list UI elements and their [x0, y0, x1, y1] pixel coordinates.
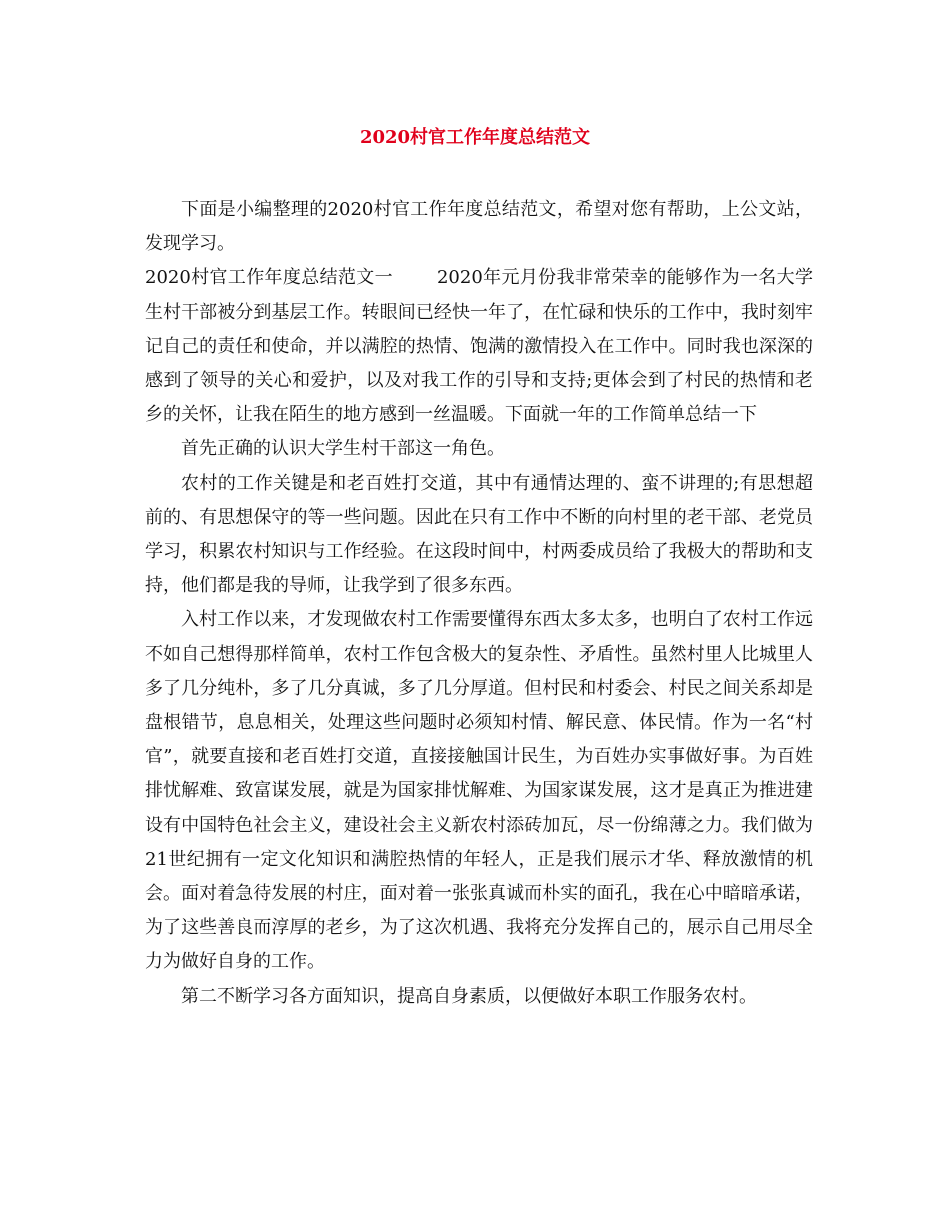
intro-paragraph: 下面是小编整理的2020村官工作年度总结范文，希望对您有帮助，上公文站，发现学习。: [145, 199, 813, 255]
paragraph-second-point: 第二不断学习各方面知识，提高自身素质，以便做好本职工作服务农村。: [181, 985, 757, 1007]
paragraph-role: 首先正确的认识大学生村干部这一角色。: [181, 438, 505, 460]
paragraph-village-work: 入村工作以来，才发现做农村工作需要懂得东西太多太多，也明白了农村工作远不如自己想得那样简单，农村工作包含极大的复杂性、矛盾性。虽然村里人比城里人多了几分纯朴，多了几分真诚，多了几分厚道。但村民和村委会、村民之间关系却是盘根错节，息息相关，处理这些问题时必须知村情、解民意、体民情。作为一名“村官”，就要直接和老百姓打交道，直接接触国计民生，为百姓办实事做好事。为百姓排忧解难、致富谋发展，就是为国家排忧解难、为国家谋发展，这才是真正为推进建设有中国特色社会主义，建设社会主义新农村添砖加瓦，尽一份绵薄之力。我们做为21世纪拥有一定文化知识和满腔热情的年轻人，正是我们展示才华、释放激情的机会。面对着急待发展的村庄，面对着一张张真诚而朴实的面孔，我在心中暗暗承诺，为了这些善良而淳厚的老乡，为了这次机遇、我将充分发挥自己的，展示自己用尽全力为做好自身的工作。: [145, 609, 813, 973]
section-body: 2020年元月份我非常荣幸的能够作为一名大学生村干部被分到基层工作。转眼间已经快一年了，在忙碌和快乐的工作中，我时刻牢记自己的责任和使命，并以满腔的热情、饱满的激情投入在工作中。同时我也深深的感到了领导的关心和爱护，以及对我工作的引导和支持;更体会到了村民的热情和老乡的关怀，让我在陌生的地方感到一丝温暖。下面就一年的工作简单总结一下: [145, 267, 814, 426]
section-label: 2020村官工作年度总结范文一: [145, 267, 393, 289]
section-paragraph: [145, 261, 813, 432]
paragraph-work-key: 农村的工作关键是和老百姓打交道，其中有通情达理的、蛮不讲理的;有思想超前的、有思想保守的等一些问题。因此在只有工作中不断的向村里的老干部、老党员学习，积累农村知识与工作经验。在这段时间中，村两委成员给了我极大的帮助和支持，他们都是我的导师，让我学到了很多东西。: [145, 472, 813, 597]
document-body: [145, 193, 813, 1014]
document-title: 2020村官工作年度总结范文: [359, 127, 591, 148]
